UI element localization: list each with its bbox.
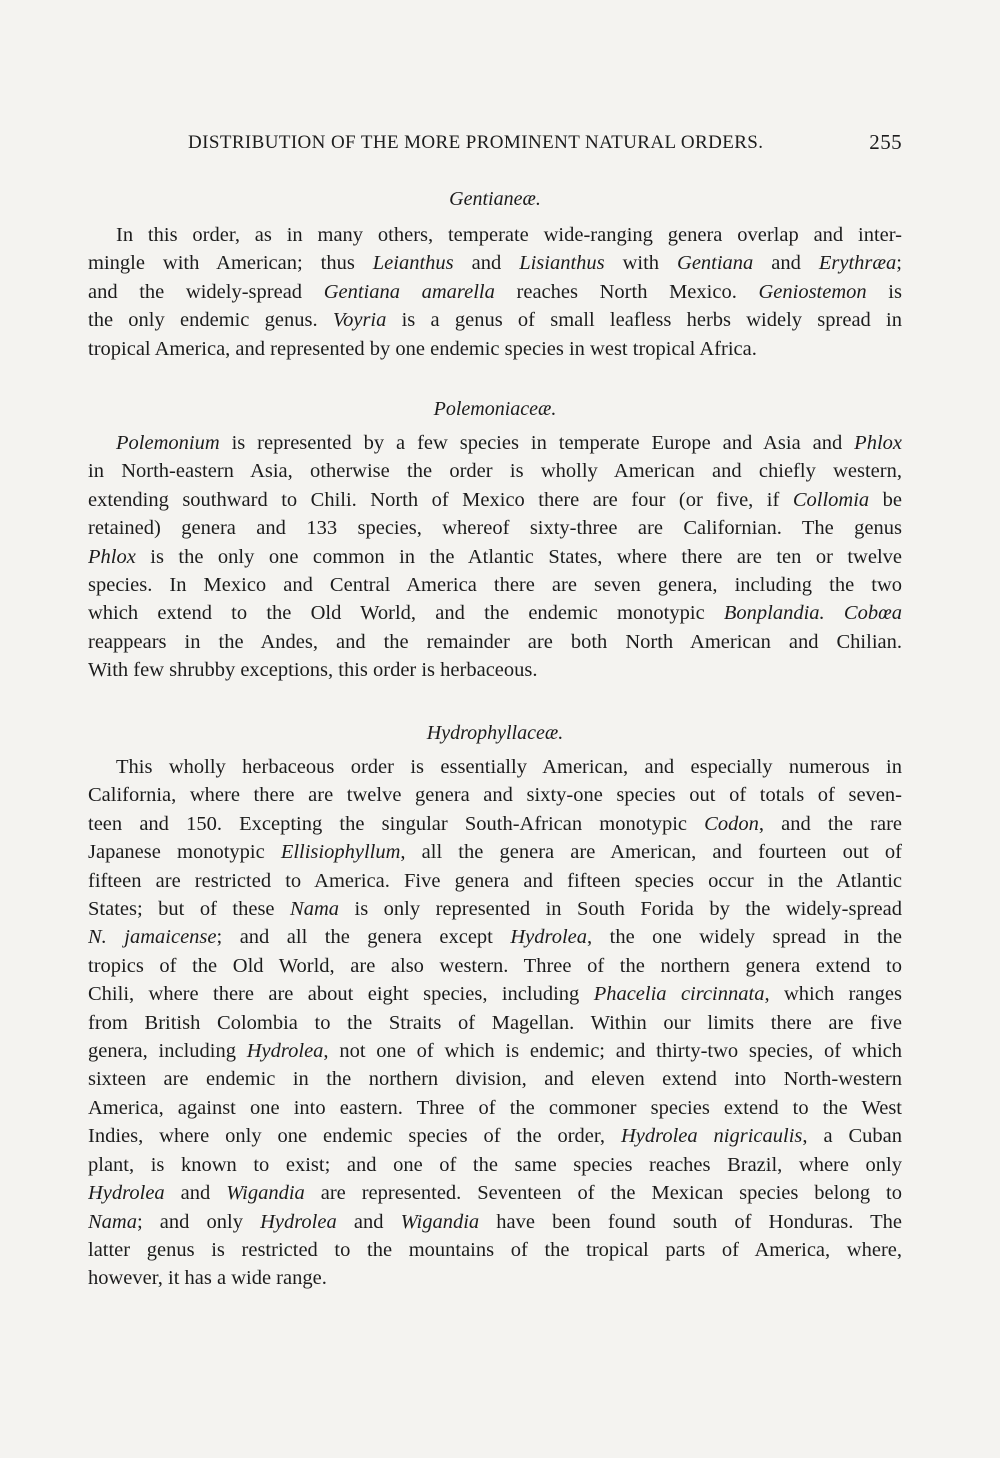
paragraph [88,753,902,1293]
text-segment: tropical America, and represented by one endemic species in west tropical Africa. [88,337,757,360]
text-segment: with [604,252,678,275]
text-line [88,867,902,895]
text-segment: be [869,488,902,511]
text-segment: and the widely-spread [88,280,324,303]
text-segment: , not one of which is endemic; and thirty-two species, of which [323,1040,902,1063]
text-line [88,457,902,485]
text-segment: from British Colombia to the Straits of Magellan. Within our limits there are five [88,1011,902,1034]
italic-text: Polemonium [116,432,220,454]
text-segment: however, it has a wide range. [88,1267,327,1290]
section-heading: Polemoniaceæ. [433,398,557,420]
text-line [88,221,902,249]
italic-text: Nama [290,898,340,921]
section-heading: Gentianeæ. [449,188,541,210]
text-segment: This wholly herbaceous order is essentially American, and especially numerous in [116,756,902,778]
paragraph [88,429,902,685]
text-line [88,335,902,363]
text-line [88,1009,902,1037]
text-line [88,810,902,838]
italic-text: Gentiana amarella [323,280,495,303]
text-segment: mingle with American; thus [88,252,373,275]
italic-text: Cobœa [843,602,902,625]
text-segment: Japanese monotypic [88,841,281,864]
italic-text: Hydrolea [510,926,588,949]
text-segment: and [753,252,819,275]
text-segment: and [453,252,520,275]
text-line [88,952,902,980]
text-line [88,486,902,514]
text-line [88,895,902,923]
italic-text: Erythræa [818,252,897,275]
italic-text: Geniostemon [758,280,867,303]
text-line [88,249,902,277]
text-segment: and [164,1182,227,1205]
text-segment: Indies, where only one endemic species of the order, [88,1125,621,1148]
text-segment: reappears in the Andes, and the remainder are both North American and Chilian. [88,630,902,653]
text-line [88,1236,902,1264]
text-segment: have been found south of Honduras. The [479,1210,902,1233]
text-line [88,306,902,334]
text-segment: , and the rare [758,812,902,835]
text-segment: the only endemic genus. [88,309,333,332]
running-title: DISTRIBUTION OF THE MORE PROMINENT NATURAL ORDERS. [188,132,764,153]
text-segment [825,602,844,624]
text-line [88,599,902,627]
italic-text: Hydrolea [88,1182,165,1205]
italic-text: Hydrolea [246,1040,324,1063]
italic-text: Collomia [792,488,870,511]
italic-text: N. jamaicense [88,926,217,949]
section-gentianeae [88,188,902,363]
text-line [88,1094,902,1122]
italic-text: Ellisiophyllum [280,841,401,864]
text-line [88,753,902,781]
text-segment: is [866,280,902,303]
italic-text: Hydrolea [260,1210,337,1233]
text-segment: , a Cuban [802,1125,902,1148]
paragraph [88,221,902,363]
italic-text: Lisianthus [519,252,605,275]
text-segment: is only represented in South Forida by the widely-spread [339,898,902,921]
text-segment: which extend to the Old World, and the endemic monotypic [88,602,724,625]
text-segment: , all the genera are American, and fourteen out of [400,841,902,864]
text-segment: latter genus is restricted to the mountains of the tropical parts of America, where, [88,1238,902,1261]
text-line [88,1037,902,1065]
text-segment: teen and 150. Excepting the singular South-African monotypic [88,812,705,835]
page-number: 255 [869,130,902,154]
text-segment: , which ranges [764,983,902,1006]
text-segment: species. In Mexico and Central America there are seven genera, including the two [88,574,902,597]
italic-text: Leianthus [372,252,454,275]
section-heading: Hydrophyllaceæ. [426,722,564,744]
text-segment: is a genus of small leafless herbs widely spread in [386,309,902,332]
italic-text: Gentiana [677,252,754,275]
text-segment: in North-eastern Asia, otherwise the order is wholly American and chiefly western, [88,460,902,483]
text-line [88,1151,902,1179]
text-segment: genera, including [88,1040,247,1063]
text-line [88,514,902,542]
italic-text: Nama [88,1210,137,1233]
text-segment: California, where there are twelve genera and sixty-one species out of totals of seven- [88,784,902,807]
text-line [88,980,902,1008]
italic-text: Wigandia [400,1210,480,1233]
text-segment: States; but of these [88,898,291,921]
text-segment: ; and only [136,1210,261,1233]
italic-text: Bonplandia. [723,602,825,625]
text-segment: is the only one common in the Atlantic States, where there are ten or twelve [135,545,902,568]
text-segment: Chili, where there are about eight species, including [88,983,594,1006]
text-line [88,656,902,684]
text-line [88,628,902,656]
section-hydrophyllaceae [88,722,902,1293]
text-line [88,1179,902,1207]
italic-text: Voyria [332,309,387,332]
text-segment: and [336,1210,401,1233]
italic-text: Phlox [88,545,136,568]
text-segment: ; and all the genera except [216,926,511,949]
text-segment: retained) genera and 133 species, whereof sixty-three are Californian. The genus [88,517,902,540]
text-segment: fifteen are restricted to America. Five genera and fifteen species occur in the Atlantic [88,869,902,892]
text-line [88,571,902,599]
text-segment: In this order, as in many others, temperate wide-ranging genera overlap and inter- [116,224,902,246]
text-segment: reaches North Mexico. [494,280,759,303]
italic-text: Phacelia circinnata [593,983,765,1006]
text-segment: America, against one into eastern. Three of the commoner species extend to the West [88,1096,902,1119]
italic-text: Phlox [854,432,902,454]
text-line [88,429,902,457]
text-line [88,1065,902,1093]
text-line [88,543,902,571]
text-line [88,781,902,809]
text-line [88,1208,902,1236]
text-segment: tropics of the Old World, are also western. Three of the northern genera extend to [88,954,902,977]
text-line [88,838,902,866]
text-segment: is represented by a few species in temperate Europe and Asia and [219,432,855,454]
text-segment: ; [896,252,902,275]
text-segment: extending southward to Chili. North of Mexico there are four (or five, if [88,488,793,511]
text-line [88,1264,902,1292]
italic-text: Hydrolea nigricaulis [620,1125,803,1148]
italic-text: Wigandia [226,1182,305,1205]
text-segment: are represented. Seventeen of the Mexican species belong to [304,1182,902,1205]
text-line [88,278,902,306]
text-segment: With few shrubby exceptions, this order is herbaceous. [88,659,538,682]
italic-text: Codon [704,812,759,835]
text-segment: , the one widely spread in the [587,926,902,949]
text-segment: sixteen are endemic in the northern division, and eleven extend into North-western [88,1068,902,1091]
text-line [88,923,902,951]
text-segment: plant, is known to exist; and one of the same species reaches Brazil, where only [88,1153,902,1176]
section-polemoniaceae [88,398,902,685]
text-line [88,1122,902,1150]
